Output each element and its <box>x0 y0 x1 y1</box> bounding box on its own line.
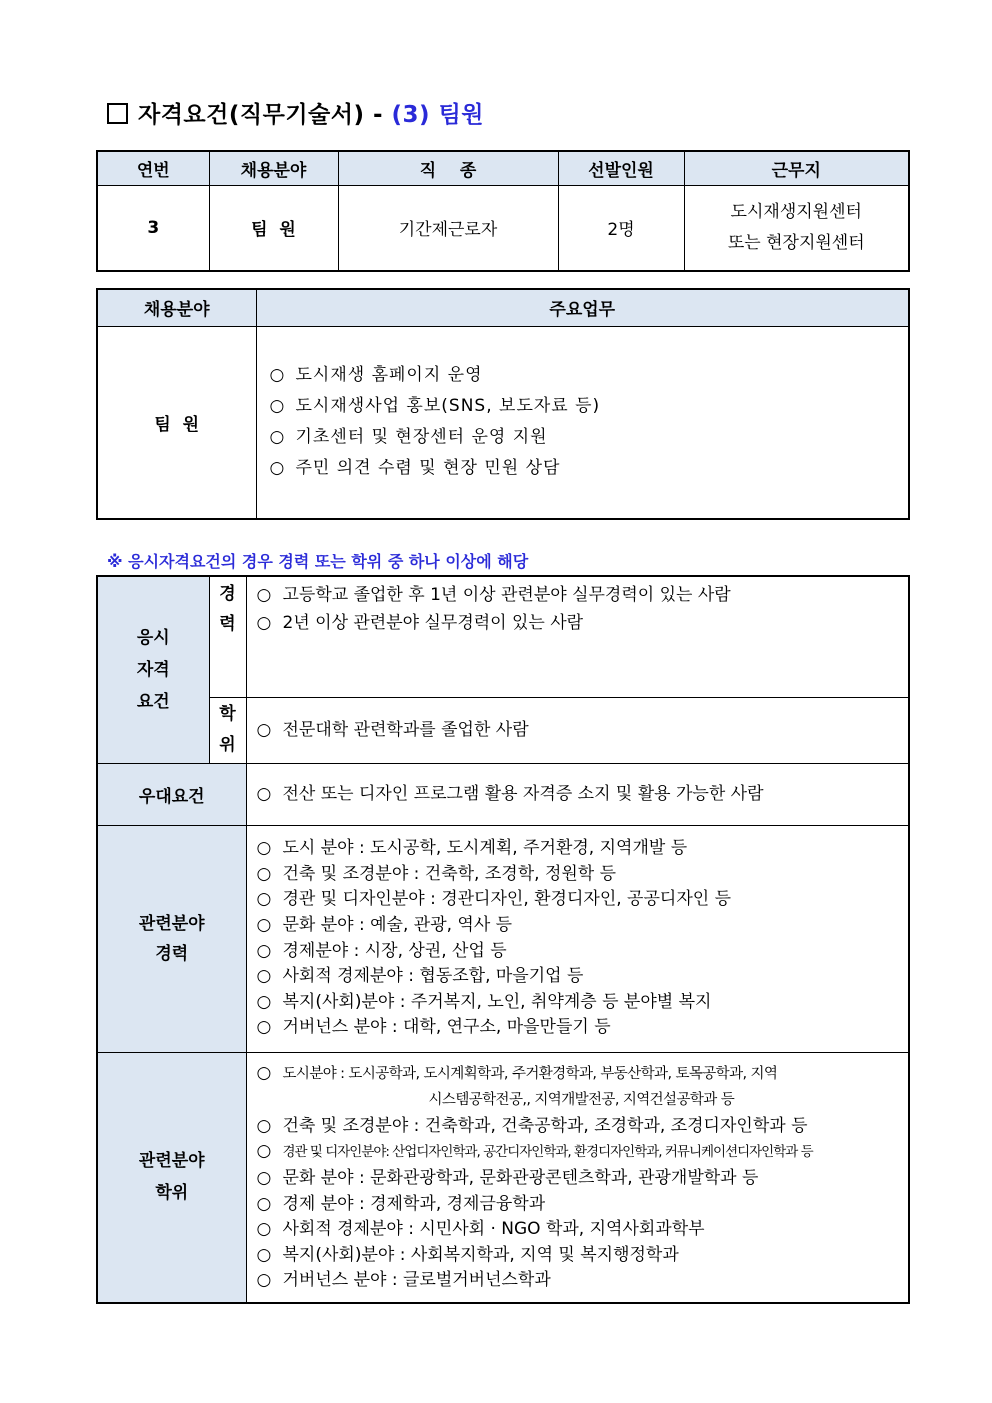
preference-label: 우대요건 <box>97 763 246 825</box>
eligibility-note: ※ 응시자격요건의 경우 경력 또는 학위 중 하나 이상에 해당 <box>107 552 529 571</box>
degree-list <box>257 716 909 744</box>
duties-field: 팀 원 <box>97 326 256 519</box>
cell-count: 2명 <box>558 185 684 271</box>
list-item: ○ 건축 및 조경분야 : 건축학, 조경학, 정원학 등 <box>256 863 617 884</box>
location-line-1: 도시재생지원센터 <box>730 201 862 222</box>
cell-no: 3 <box>97 185 209 271</box>
career-label: 경 력 <box>209 576 246 697</box>
list-item: ○ 주민 의견 수렴 및 현장 민원 상담 <box>269 458 561 479</box>
list-item: ○ 복지(사회)분야 : 주거복지, 노인, 취약계층 등 분야별 복지 <box>256 991 712 1012</box>
list-item: ○ 거버넌스 분야 : 글로벌거버넌스학과 <box>256 1270 551 1291</box>
duties-table <box>96 288 910 520</box>
list-item: ○ 복지(사회)분야 : 사회복지학과, 지역 및 복지행정학과 <box>256 1244 679 1265</box>
list-item: ○ 거버넌스 분야 : 대학, 연구소, 마을만들기 등 <box>256 1017 611 1038</box>
related-career-list <box>257 836 909 1041</box>
cell-field: 팀 원 <box>209 185 338 271</box>
page-title <box>107 96 484 129</box>
list-item: ○ 도시재생 홈페이지 운영 <box>269 365 483 386</box>
title-accent: (3) 팀원 <box>391 102 485 128</box>
list-item: ○ 도시분야 : 도시공학과, 도시계획학과, 주거환경학과, 부동산학과, 토목공학과, 지역 <box>256 1062 778 1083</box>
positions-table <box>96 150 910 272</box>
header-count: 선발인원 <box>558 151 684 185</box>
duties-header-duty: 주요업무 <box>256 289 909 326</box>
list-item: ○ 사회적 경제분야 : 협동조합, 마을기업 등 <box>256 966 584 987</box>
list-item: ○ 경제분야 : 시장, 상권, 산업 등 <box>256 940 507 961</box>
list-item: ○ 사회적 경제분야 : 시민사회 · NGO 학과, 지역사회과학부 <box>256 1219 705 1240</box>
list-item: ○ 경관 및 디자인분야: 산업디자인학과, 공간디자인학과, 환경디자인학과, 커뮤니케이션디자인학과 등 <box>256 1141 813 1162</box>
list-item: ○ 문화 분야 : 문화관광학과, 문화관광콘텐츠학과, 관광개발학과 등 <box>256 1167 759 1188</box>
preference-list <box>257 780 909 808</box>
list-item: ○ 전문대학 관련학과를 졸업한 사람 <box>256 720 529 740</box>
related-degree-list <box>257 1061 909 1294</box>
requirements-table <box>96 575 910 1304</box>
degree-label: 학 위 <box>209 697 246 763</box>
duties-header-field: 채용분야 <box>97 289 256 326</box>
title-prefix: 자격요건(직무기술서) - <box>138 102 392 128</box>
list-item: ○ 경제 분야 : 경제학과, 경제금융학과 <box>256 1193 546 1214</box>
checkbox-square-icon <box>107 103 128 124</box>
list-item: ○ 2년 이상 관련분야 실무경력이 있는 사람 <box>256 613 584 633</box>
list-item: ○ 건축 및 조경분야 : 건축학과, 건축공학과, 조경학과, 조경디자인학과 등 <box>256 1115 808 1136</box>
related-degree-label: 관련분야 학위 <box>97 1052 246 1303</box>
location-line-2: 또는 현장지원센터 <box>727 232 865 253</box>
list-item-continuation: 시스템공학전공,, 지역개발전공, 지역건설공학과 등 <box>428 1092 735 1109</box>
list-item: ○ 문화 분야 : 예술, 관광, 역사 등 <box>256 914 513 935</box>
list-item: ○ 전산 또는 디자인 프로그램 활용 자격증 소지 및 활용 가능한 사람 <box>256 784 764 804</box>
list-item: ○ 기초센터 및 현장센터 운영 지원 <box>269 427 548 448</box>
career-list <box>257 581 909 637</box>
list-item: ○ 경관 및 디자인분야 : 경관디자인, 환경디자인, 공공디자인 등 <box>256 889 731 910</box>
list-item: ○ 도시재생사업 홍보(SNS, 보도자료 등) <box>269 396 601 417</box>
header-field: 채용분야 <box>209 151 338 185</box>
list-item: ○ 도시 분야 : 도시공학, 도시계획, 주거환경, 지역개발 등 <box>256 838 688 859</box>
requirements-label: 응시 자격 요건 <box>97 576 209 763</box>
header-location: 근무지 <box>684 151 909 185</box>
duties-list <box>270 360 909 484</box>
header-no: 연번 <box>97 151 209 185</box>
cell-location <box>684 185 909 271</box>
related-career-label: 관련분야 경력 <box>97 825 246 1052</box>
header-type: 직 종 <box>338 151 558 185</box>
list-item: ○ 고등학교 졸업한 후 1년 이상 관련분야 실무경력이 있는 사람 <box>256 585 731 605</box>
cell-type: 기간제근로자 <box>338 185 558 271</box>
